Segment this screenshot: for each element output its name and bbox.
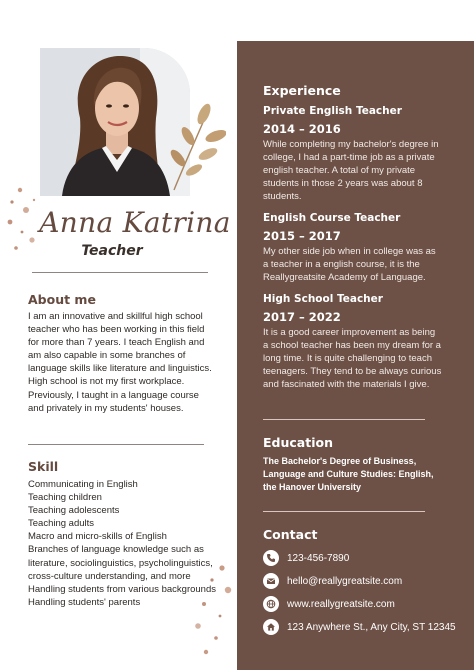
contact-email-row [263,572,402,590]
globe-icon [263,596,279,612]
skill-title: Skill [28,459,59,474]
profile-role: Teacher [81,243,143,259]
contact-phone-row [263,549,349,567]
divider-education [263,511,425,512]
divider-name [32,272,208,273]
contact-address-row [263,618,456,636]
about-text: I am an innovative and skillful high school teacher who has been working in this field for more than 7 years. I teach English and am also capable in some branches of language skills like literature and linguistics. High school is not my first workplace. Previously, I taught in a language course and privately in my students' houses. [28,311,212,414]
experience-title: Experience [263,83,341,98]
divider-experience [263,419,425,420]
skill-item: Handling students' parents [28,596,141,608]
education-text: The Bachelor's Degree of Business, Language and Culture Studies: English, the Hanover University [263,456,434,492]
home-icon [263,619,279,635]
job-years: 2014 – 2016 [263,122,341,136]
contact-website-row [263,595,395,613]
divider-about [28,444,204,445]
job-title: Private English Teacher [263,105,402,117]
job-description: My other side job when in college was as a teacher in a english course, it is the Reallygreatsite Academy of Language. [263,246,436,284]
skill-item: Teaching adolescents [28,505,120,517]
skill-item: Handling students from various backgrounds [28,583,216,595]
job-years: 2015 – 2017 [263,229,341,243]
contact-phone[interactable]: 123-456-7890 [287,552,350,564]
email-icon [263,573,279,589]
education-title: Education [263,435,333,450]
about-title: About me [28,292,96,307]
contact-title: Contact [263,527,318,542]
skill-item: Teaching children [28,492,102,504]
skill-item: Communicating in English [28,479,138,490]
skill-item: Teaching adults [28,518,95,530]
job-title: High School Teacher [263,293,383,305]
job-description: While completing my bachelor's degree in college, I had a part-time job as a private english teacher. A total of my private students in those 2 years was about 8 students. [263,139,439,203]
job-description: It is a good career improvement as being a school teacher has been my dream for a long time. It is quite challenging to teach teenagers. They tend to be always curious and fascinated with the materials I give. [263,327,442,391]
job-years: 2017 – 2022 [263,310,341,324]
leaf-decoration-icon [164,100,226,192]
right-panel [237,41,474,670]
contact-address: 123 Anywhere St., Any City, ST 12345 [287,621,456,633]
skill-list [28,478,218,609]
skill-item: Branches of language knowledge such as literature, sociolinguistics, psycholinguistics, cross-culture understanding, and more [28,544,213,582]
job-title: English Course Teacher [263,212,401,224]
contact-email[interactable]: hello@reallygreatsite.com [287,575,403,587]
phone-icon [263,550,279,566]
skill-item: Macro and micro-skills of English [28,531,167,543]
profile-name: Anna Katrina [39,206,231,239]
contact-website[interactable]: www.reallygreatsite.com [287,598,395,610]
